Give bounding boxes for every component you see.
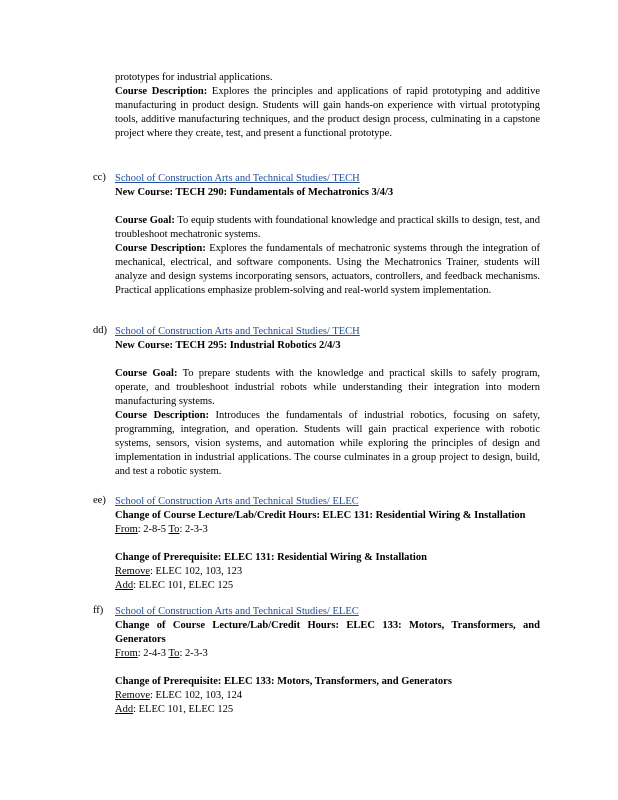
to-label: To bbox=[168, 648, 180, 659]
course-goal-label: Course Goal: bbox=[115, 215, 175, 226]
item-label-dd: dd) bbox=[93, 325, 107, 336]
to-label: To bbox=[168, 524, 180, 535]
course-goal-text: To prepare students with the knowledge and practical skills to safely program, operate, and troubleshoot industrial robots while understanding their integration into modern manufacturing systems. bbox=[115, 368, 541, 407]
course-description-text: Explores the principles and applications of rapid prototyping and additive manufacturing in product design. Students will gain hands-on experience with virtual prototyping tools, additive manufacturing techniques, and the product design process, culminating in a capstone project where they create, test, and present a functional prototype. bbox=[115, 86, 540, 139]
intro-description bbox=[115, 85, 540, 141]
item-label-cc: cc) bbox=[93, 172, 106, 183]
school-link[interactable]: School of Construction Arts and Technical Studies/ TECH bbox=[115, 326, 360, 337]
course-goal bbox=[115, 214, 540, 242]
add-value: : ELEC 101, ELEC 125 bbox=[133, 704, 234, 715]
course-description bbox=[115, 409, 540, 479]
add-line bbox=[115, 579, 540, 593]
new-course-heading: New Course: TECH 295: Industrial Robotics 2/4/3 bbox=[115, 340, 341, 351]
to-value: : 2-3-3 bbox=[179, 648, 208, 659]
add-label: Add bbox=[115, 704, 134, 715]
course-description-text: Explores the fundamentals of mechatronic systems through the integration of mechanical, electrical, and software components. Using the Mechatronics Trainer, students will analyze and design systems incorporating sensors, actuators, controllers, and feedback mechanisms. Practical applications emphasize problem-solving and real-world system implementation. bbox=[115, 243, 540, 296]
add-label: Add bbox=[115, 580, 134, 591]
add-value: : ELEC 101, ELEC 125 bbox=[133, 580, 234, 591]
new-course-heading: New Course: TECH 290: Fundamentals of Mechatronics 3/4/3 bbox=[115, 187, 394, 198]
item-ee bbox=[115, 495, 540, 593]
intro-section bbox=[115, 71, 540, 141]
course-description-label: Course Description: bbox=[115, 410, 210, 421]
from-label: From bbox=[115, 524, 138, 535]
to-value: : 2-3-3 bbox=[179, 524, 208, 535]
remove-value: : ELEC 102, 103, 124 bbox=[150, 690, 243, 701]
course-description-label: Course Description: bbox=[115, 86, 208, 97]
item-cc bbox=[115, 172, 540, 298]
change-hours-heading: Change of Course Lecture/Lab/Credit Hours: ELEC 131: Residential Wiring & Installation bbox=[115, 510, 526, 521]
school-link[interactable]: School of Construction Arts and Technical Studies/ ELEC bbox=[115, 496, 359, 507]
from-value: : 2-8-5 bbox=[137, 524, 167, 535]
item-label-ff: ff) bbox=[93, 605, 104, 616]
item-dd bbox=[115, 325, 540, 479]
intro-line: prototypes for industrial applications. bbox=[115, 72, 273, 83]
from-label: From bbox=[115, 648, 138, 659]
school-link[interactable]: School of Construction Arts and Technical Studies/ ELEC bbox=[115, 606, 359, 617]
course-description-text: Introduces the fundamentals of industrial robotics, focusing on safety, programming, integration, and operation. Students will gain practical experience with robotic systems, sensors, vision systems, and automation while exploring the principles of design and implementation in industrial applications. The course culminates in a group project to design, build, and test a robotic system. bbox=[115, 410, 540, 477]
add-line bbox=[115, 703, 540, 717]
prerequisite-heading: Change of Prerequisite: ELEC 133: Motors, Transformers, and Generators bbox=[115, 676, 452, 687]
course-goal-text: To equip students with foundational knowledge and practical skills to design, test, and troubleshoot mechatronic systems. bbox=[115, 215, 541, 240]
remove-line bbox=[115, 689, 540, 703]
course-goal-label: Course Goal: bbox=[115, 368, 178, 379]
school-link[interactable]: School of Construction Arts and Technical Studies/ TECH bbox=[115, 173, 360, 184]
from-to-line bbox=[115, 647, 540, 661]
change-hours-heading: Change of Course Lecture/Lab/Credit Hours: ELEC 133: Motors, Transformers, and Generators bbox=[115, 620, 540, 645]
from-to-line bbox=[115, 523, 540, 537]
course-description-label: Course Description: bbox=[115, 243, 206, 254]
course-description bbox=[115, 242, 540, 298]
remove-label: Remove bbox=[115, 566, 150, 577]
remove-line bbox=[115, 565, 540, 579]
remove-value: : ELEC 102, 103, 123 bbox=[150, 566, 243, 577]
from-value: : 2-4-3 bbox=[137, 648, 167, 659]
item-ff bbox=[115, 605, 540, 717]
course-goal bbox=[115, 367, 540, 409]
item-label-ee: ee) bbox=[93, 495, 106, 506]
remove-label: Remove bbox=[115, 690, 150, 701]
prerequisite-heading: Change of Prerequisite: ELEC 131: Residential Wiring & Installation bbox=[115, 552, 427, 563]
